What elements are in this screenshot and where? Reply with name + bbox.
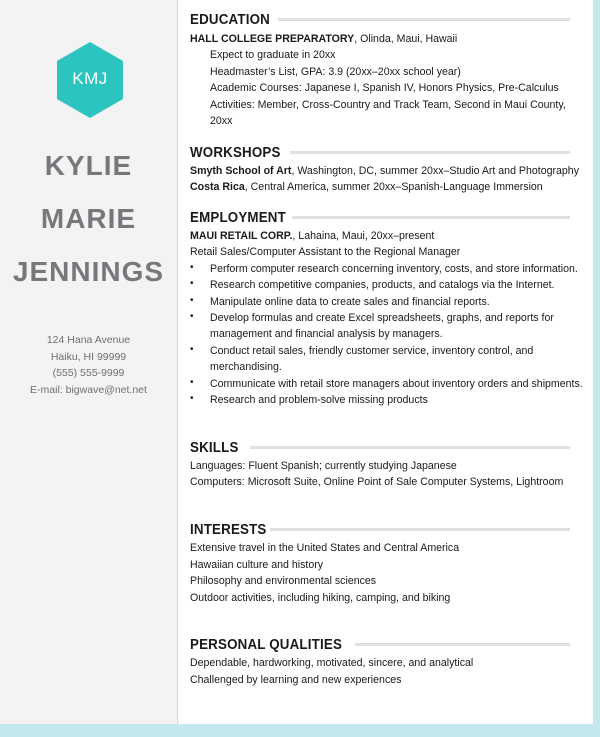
last-name: JENNINGS bbox=[12, 256, 165, 287]
interest-line: Extensive travel in the United States and Central America bbox=[190, 542, 460, 554]
address: 124 Hana Avenue bbox=[46, 334, 131, 346]
bullet-icon: • bbox=[190, 295, 194, 306]
education-line: 20xx bbox=[210, 115, 233, 127]
qualities-rule bbox=[355, 643, 570, 646]
workshop-item bbox=[190, 163, 579, 179]
duty-item: Communicate with retail store managers about inventory orders and shipments. bbox=[210, 378, 583, 390]
workshop-detail: , Washington, DC, summer 20xx–Studio Art and Photography bbox=[291, 165, 579, 177]
quality-line: Dependable, hardworking, motivated, sincere, and analytical bbox=[190, 657, 474, 669]
sidebar bbox=[0, 0, 178, 724]
duty-item: Manipulate online data to create sales and financial reports. bbox=[210, 296, 490, 308]
duty-item-continued: management and financial analysis by managers. bbox=[210, 328, 443, 340]
skill-line: Computers: Microsoft Suite, Online Point of Sale Computer Systems, Lightroom bbox=[190, 476, 564, 488]
skills-heading: SKILLS bbox=[190, 440, 239, 456]
bullet-icon: • bbox=[190, 311, 194, 322]
monogram: KMJ bbox=[72, 69, 108, 88]
workshop-name: Costa Rica bbox=[190, 181, 245, 193]
bullet-icon: • bbox=[190, 278, 194, 289]
workshops-heading: WORKSHOPS bbox=[190, 145, 281, 161]
middle-name: MARIE bbox=[40, 203, 137, 234]
education-rule bbox=[278, 18, 570, 21]
first-name: KYLIE bbox=[44, 150, 133, 181]
duty-item: Develop formulas and create Excel spreadsheets, graphs, and reports for bbox=[210, 312, 554, 324]
interest-line: Hawaiian culture and history bbox=[190, 559, 324, 571]
email: E-mail: bigwave@net.net bbox=[30, 384, 147, 396]
school-name: HALL COLLEGE PREPARATORY bbox=[190, 33, 355, 45]
company-name: MAUI RETAIL CORP. bbox=[190, 230, 293, 242]
city: Haiku, HI 99999 bbox=[50, 351, 127, 363]
interest-line: Outdoor activities, including hiking, camping, and biking bbox=[190, 592, 451, 604]
bullet-icon: • bbox=[190, 262, 194, 273]
school-line bbox=[190, 31, 457, 47]
interest-line: Philosophy and environmental sciences bbox=[190, 575, 377, 587]
duty-item: Research competitive companies, products, and catalogs via the Internet. bbox=[210, 279, 555, 291]
duty-item-continued: merchandising. bbox=[210, 361, 282, 373]
qualities-heading: PERSONAL QUALITIES bbox=[190, 637, 343, 653]
bullet-icon: • bbox=[190, 377, 194, 388]
workshop-name: Smyth School of Art bbox=[190, 165, 292, 177]
company-detail: , Lahaina, Maui, 20xx–present bbox=[292, 230, 435, 242]
company-line bbox=[190, 228, 434, 244]
duty-item: Perform computer research concerning inventory, costs, and store information. bbox=[210, 263, 578, 275]
quality-line: Challenged by learning and new experiences bbox=[190, 674, 402, 686]
employment-heading: EMPLOYMENT bbox=[190, 210, 286, 226]
workshops-rule bbox=[290, 151, 570, 154]
duty-item: Research and problem-solve missing products bbox=[210, 394, 428, 406]
duty-item: Conduct retail sales, friendly customer service, inventory control, and bbox=[210, 345, 534, 357]
phone: (555) 555-9999 bbox=[52, 367, 125, 379]
workshop-item bbox=[190, 179, 543, 195]
education-line: Headmaster’s List, GPA: 3.9 (20xx–20xx school year) bbox=[210, 66, 461, 78]
education-line: Expect to graduate in 20xx bbox=[210, 49, 336, 61]
education-line: Academic Courses: Japanese I, Spanish IV, Honors Physics, Pre-Calculus bbox=[210, 82, 559, 94]
education-line: Activities: Member, Cross-Country and Track Team, Second in Maui County, bbox=[210, 99, 566, 111]
interests-heading: INTERESTS bbox=[190, 522, 267, 538]
skill-line: Languages: Fluent Spanish; currently studying Japanese bbox=[190, 460, 457, 472]
bullet-icon: • bbox=[190, 344, 194, 355]
workshop-detail: , Central America, summer 20xx–Spanish-Language Immersion bbox=[244, 181, 543, 193]
interests-rule bbox=[270, 528, 570, 531]
school-location: , Olinda, Maui, Hawaii bbox=[354, 33, 458, 45]
job-title: Retail Sales/Computer Assistant to the Regional Manager bbox=[190, 246, 461, 258]
skills-rule bbox=[250, 446, 570, 449]
education-heading: EDUCATION bbox=[190, 12, 270, 28]
employment-rule bbox=[292, 216, 570, 219]
bullet-icon: • bbox=[190, 393, 194, 404]
